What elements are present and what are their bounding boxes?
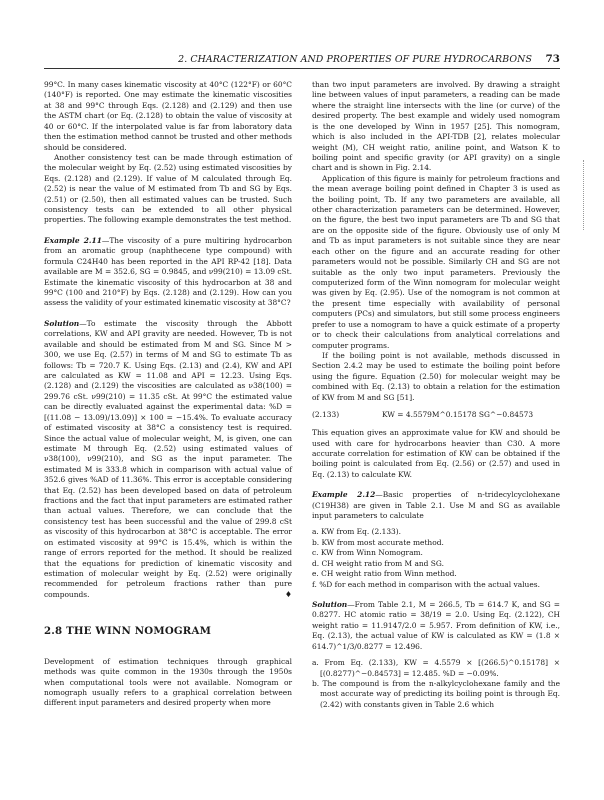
paragraph: than two input parameters are involved. By drawing a straight line between values of input parameters, a reading can be made where the straight line intersects with the line (or curve) of the desired property. The best example and widely used nomogram is the one developed by Winn in 1957 [25]. This nomogram, which is also included in the API-TDB [2], relates molecular weight (M), CH weight ratio, aniline point, and Watson K to boiling point and specific gravity (or API gravity) on a single chart and is shown in Fig. 2.14. xyxy=(312,80,560,173)
list-item: b. KW from most accurate method. xyxy=(312,537,444,547)
margin-mark xyxy=(583,160,584,230)
paragraph: Application of this figure is mainly for petroleum fractions and the mean average boiling point defined in Chapter 3 is used as the boiling point, Tb. If any two parameters are available, all other characterization parameters can be determined. However, on the figure, the best two input parameters are Tb and SG that are on the opposite side of the figure. Obviously use of only M and Tb as input parameters is not suitable since they are near each other on the figure and an accurate reading for other parameters would not be possible. Similarly CH and SG are not suitable as the only two input parameters. Previously the computerized form of the Winn nomogram for molecular weight was given by Eq. (2.95). Use of the nomogram is not common at the present time especially with availability of personal computers (PCs) and simulators, but still some process engineers prefer to use a nomogram to have a quick estimate of a property or to check their calculations from analytical correlations and computer programs. xyxy=(312,173,560,350)
example-text: —The viscosity of a pure multiring hydrocarbon from an aromatic group (naphthecene type compound) with formula C24H40 has been reported in the API RP-42 [18]. Data available are M = 352.6, SG = 0.9845, and ν99(210) = 13.09 cSt. Estimate the kinematic viscosity of this hydrocarbon at 38 and 99°C (100 and 210°F) by Eqs. (2.128) and (2.129). How can you assess the validity of your estimated kinematic viscosity at 38°C? xyxy=(44,235,292,308)
list-item: f. %D for each method in comparison with the actual values. xyxy=(312,579,540,589)
equation-body: KW = 4.5579M^0.15178 SG^−0.84573 xyxy=(382,410,534,420)
paragraph: 99°C. In many cases kinematic viscosity at 40°C (122°F) or 60°C (140°F) is reported. One may estimate the kinematic viscosities at 38 and 99°C through Eqs. (2.128) and (2.129) and then use the ASTM chart (or Eq. (2.128) to obtain the value of viscosity at 40 or 60°C. If the interpolated value is far from laboratory data then the estimation method cannot be trusted and other methods should be considered. xyxy=(44,80,292,152)
solution-2-11 xyxy=(44,319,292,600)
equation-2-133 xyxy=(312,410,560,422)
paragraph: Development of estimation techniques through graphical methods was quite common in the 1930s through the 1950s when computational tools were not available. Nomogram or nomograph usually refers to a graphical correlation between different input parameters and desired property when more xyxy=(44,656,292,708)
task-list xyxy=(312,527,560,590)
answer-list xyxy=(312,658,560,710)
list-item: a. From Eq. (2.133), KW = 4.5579 × [(266.5)^0.15178] × [(0.8277)^−0.84573] = 12.485. %D = −0.09%. xyxy=(312,658,560,678)
list-item: d. CH weight ratio from M and SG. xyxy=(312,558,444,568)
solution-2-12 xyxy=(312,600,560,652)
right-column xyxy=(312,80,560,710)
example-2-12 xyxy=(312,490,560,521)
solution-label: Solution xyxy=(312,599,348,609)
example-text: —Basic properties of n-tridecylcyclohexane (C19H38) are given in Table 2.1. Use M and SG as available input parameters to calculate xyxy=(312,490,560,521)
example-label: Example 2.12 xyxy=(312,490,376,500)
paragraph: This equation gives an approximate value for KW and should be used with care for hydrocarbons heavier than C30. A more accurate correlation for estimation of KW can be obtained if the boiling point is calculated from Eq. (2.56) or (2.57) and used in Eq. (2.13) to calculate KW. xyxy=(312,428,560,479)
left-column xyxy=(44,80,292,709)
page-header xyxy=(44,52,560,69)
page-number: 73 xyxy=(545,53,560,65)
solution-text: —From Table 2.1, M = 266.5, Tb = 614.7 K, and SG = 0.8277. HC atomic ratio = 38/19 = 2.0. Using Eq. (2.122), CH weight ratio = 11.9147/2.0 = 5.957. From definition of KW, i.e., Eq. (2.13), the actual value of KW is calculated as KW = (1.8 × 614.7)^1/3/0.8277 = 12.496. xyxy=(312,599,560,651)
solution-label: Solution xyxy=(44,318,80,328)
example-label: Example 2.11 xyxy=(44,235,102,245)
equation-number: (2.133) xyxy=(312,410,340,420)
solution-text: —To estimate the viscosity through the Abbott correlations, KW and API gravity are needed. However, Tb is not available and should be estimated from M and SG. Since M > 300, we use Eq. (2.57) in terms of M and SG to estimate Tb as follows: Tb = 720.7 K. Using Eqs. (2.13) and (2.4), KW and API are calculated as KW = 11.08 and API = 12.23. Using Eqs. (2.128) and (2.129) the viscosities are calculated as ν38(100) = 299.76 cSt. ν99(210) = 11.35 cSt. At 99°C the estimated value can be directly evaluated against the experimental data: %D = [(11.08 − 13.09)/13.09)] × 100 = −15.4%. To evaluate accuracy of estimated viscosity at 38°C a consistency test is required. Since the actual value of molecular weight, M, is given, one can estimate M through Eq. (2.52) using estimated values of ν38(100), ν99(210), and SG as the input parameter. The estimated M is 333.8 which in comparison with actual value of 352.6 gives %AD of 11.36%. This error is acceptable considering that Eq. (2.52) has been developed based on data of petroleum fractions and the fact that input parameters are estimated rather than actual values. Therefore, we can conclude that the consistency test has been successful and the value of 299.8 cSt as viscosity of this hydrocarbon at 38°C is acceptable. The error on estimated viscosity at 99°C is 15.4%, which is within the range of errors reported for the method. It should be realized that the equations for prediction of kinematic viscosity and estimation of molecular weight by Eq. (2.52) were originally recommended for petroleum fractions rather than pure compounds. xyxy=(44,318,292,599)
list-item: e. CH weight ratio from Winn method. xyxy=(312,569,457,579)
list-item: b. The compound is from the n-alkylcyclohexane family and the most accurate way of predicting its boiling point is through Eq. (2.42) with constants given in Table 2.6 which xyxy=(312,678,560,709)
list-item: c. KW from Winn Nomogram. xyxy=(312,548,423,558)
list-item: a. KW from Eq. (2.133). xyxy=(312,527,402,537)
running-head: 2. CHARACTERIZATION AND PROPERTIES OF PURE HYDROCARBONS xyxy=(178,54,532,65)
end-of-example-mark: ♦ xyxy=(284,589,292,599)
paragraph: Another consistency test can be made through estimation of the molecular weight by Eq. (2.52) using estimated viscosities by Eqs. (2.128) and (2.129). If value of M calculated through Eq. (2.52) is near the value of M estimated from Tb and SG by Eqs. (2.51) or (2.50), then all estimated values can be trusted. Such consistency tests can be extended to all other physical properties. The following example demonstrates the test method. xyxy=(44,152,292,225)
example-2-11 xyxy=(44,236,292,309)
paragraph: If the boiling point is not available, methods discussed in Section 2.4.2 may be used to estimate the boiling point before using the figure. Equation (2.50) for molecular weight may be combined with Eq. (2.13) to obtain a relation for the estimation of KW from M and SG [51]. xyxy=(312,350,560,402)
section-heading: 2.8 THE WINN NOMOGRAM xyxy=(44,625,212,638)
